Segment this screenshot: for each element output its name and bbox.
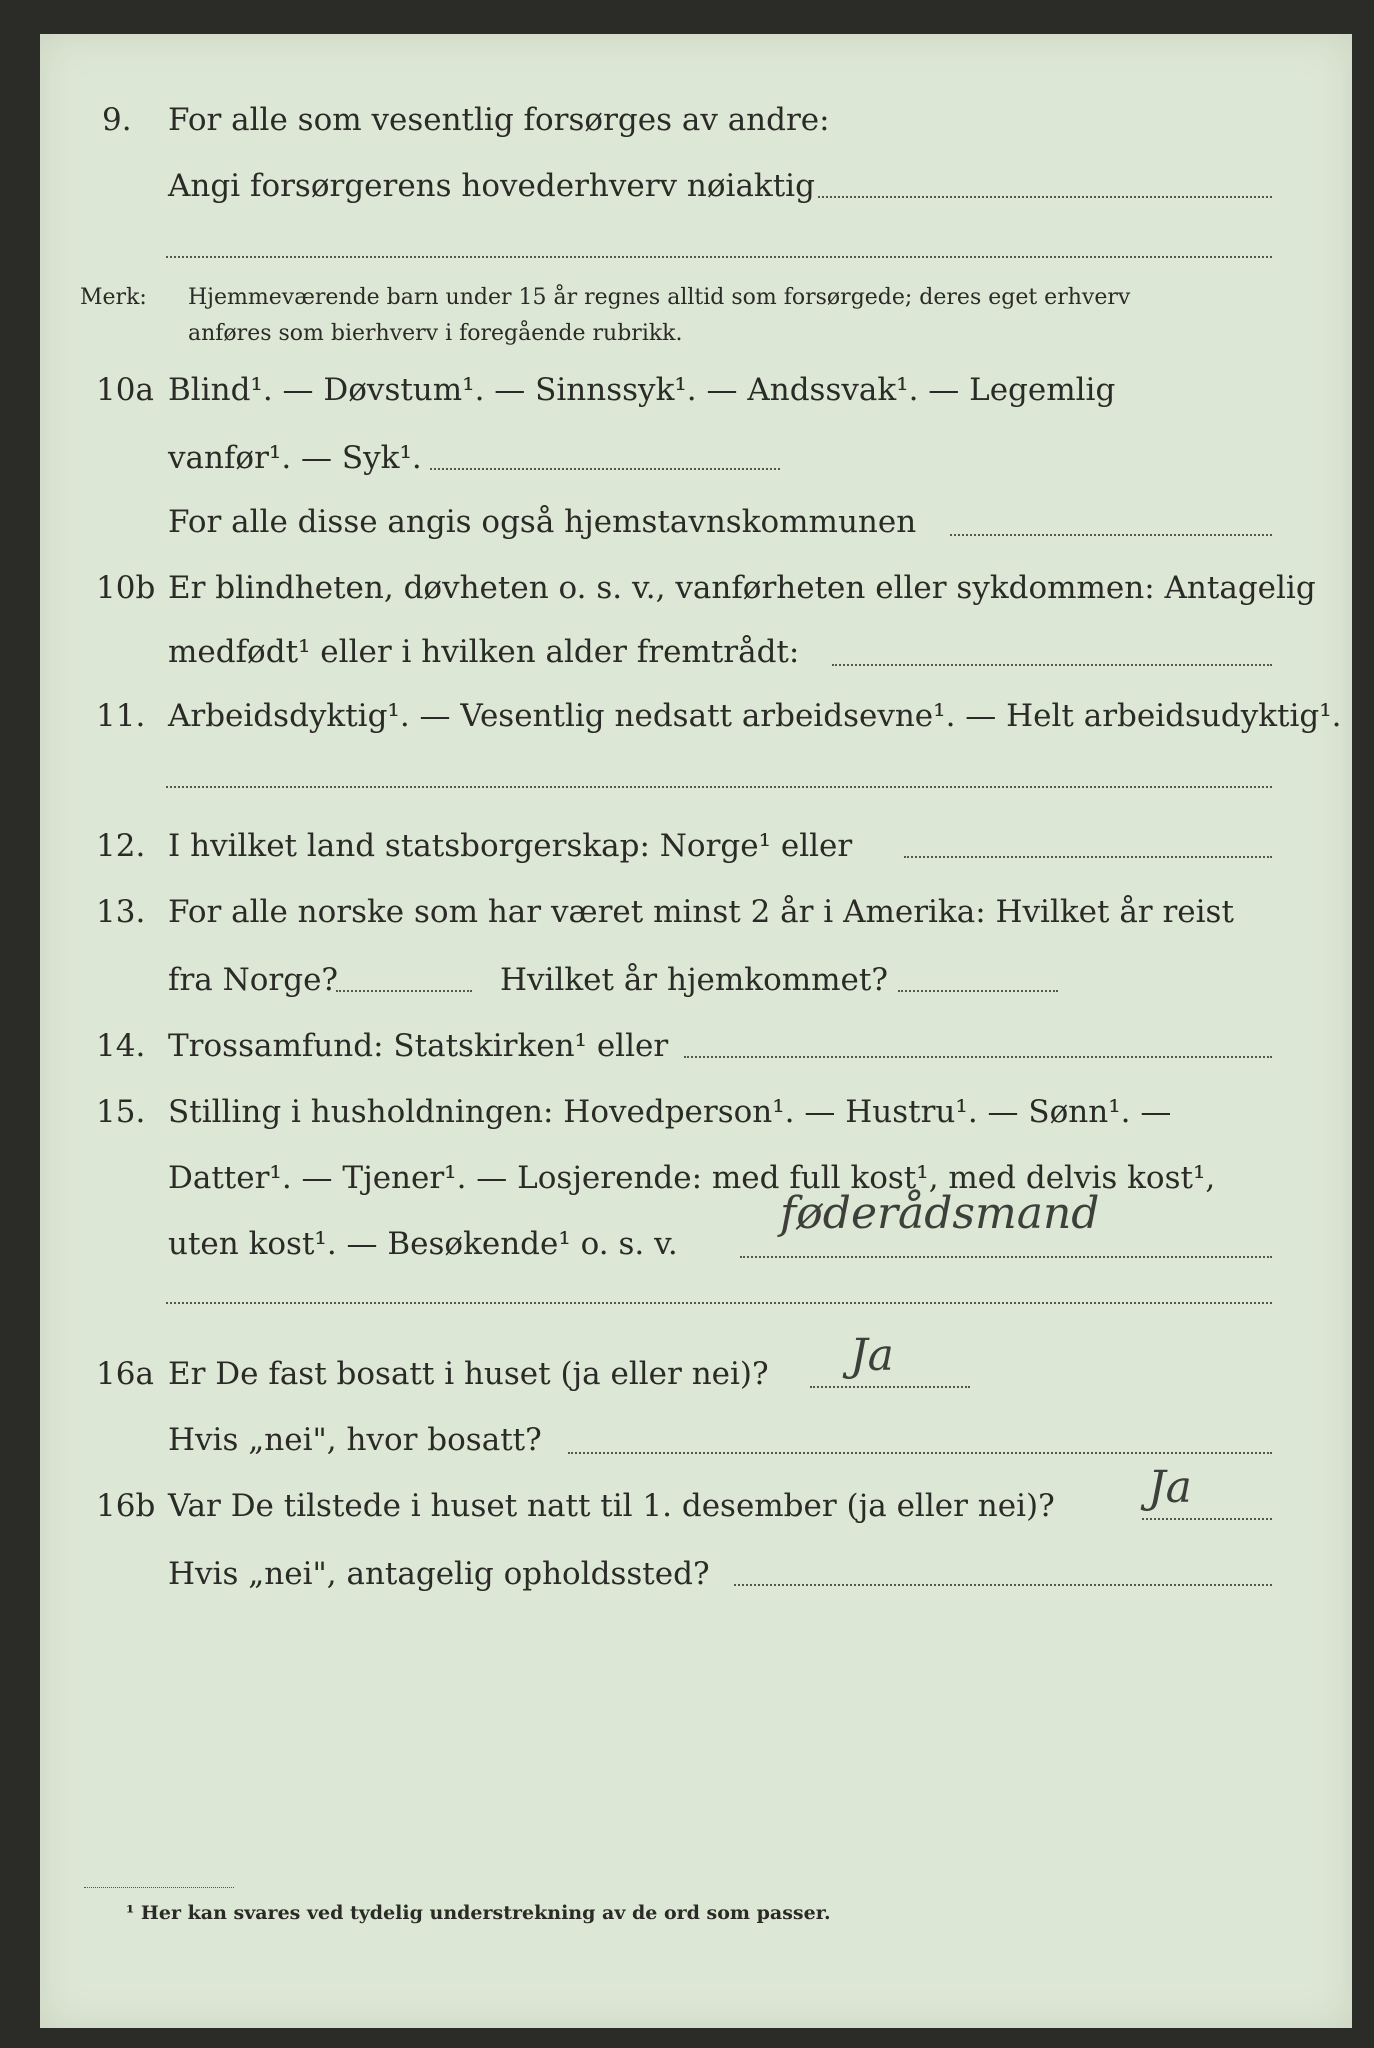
question-text: vanfør¹. — Syk¹. — [168, 440, 422, 476]
question-text: Hvilket år hjemkommet? — [500, 962, 888, 998]
question-text: medfødt¹ eller i hvilken alder fremtrådt: — [168, 634, 800, 670]
question-number: 12. — [96, 828, 146, 864]
question-number: 9. — [102, 102, 132, 138]
answer-line — [166, 256, 1272, 258]
question-number: 10a — [96, 372, 154, 408]
question-text: Var De tilstede i huset natt til 1. desember (ja eller nei)? — [168, 1488, 1055, 1524]
question-text: Trossamfund: Statskirken¹ eller — [168, 1028, 669, 1064]
census-form-page — [40, 34, 1352, 2028]
question-number: 16b — [96, 1488, 156, 1524]
answer-line — [734, 1584, 1272, 1586]
question-number: 15. — [96, 1094, 146, 1130]
question-text: Stilling i husholdningen: Hovedperson¹. — Hustru¹. — Sønn¹. — — [168, 1094, 1172, 1130]
question-number: 10b — [96, 570, 156, 606]
question-text: Datter¹. — Tjener¹. — Losjerende: med full kost¹, med delvis kost¹, — [168, 1160, 1216, 1196]
question-text: Angi forsørgerens hovederhverv nøiaktig — [168, 168, 815, 204]
answer-line — [684, 1056, 1272, 1058]
answer-line — [166, 1302, 1272, 1304]
question-number: 11. — [96, 698, 146, 734]
handwritten-answer: Ja — [1148, 1462, 1192, 1513]
answer-line — [336, 990, 472, 992]
question-text: I hvilket land statsborgerskap: Norge¹ eller — [168, 828, 853, 864]
question-text: For alle norske som har været minst 2 år i Amerika: Hvilket år reist — [168, 894, 1234, 930]
question-text: Arbeidsdyktig¹. — Vesentlig nedsatt arbeidsevne¹. — Helt arbeidsudyktig¹. — [168, 698, 1342, 734]
question-text: fra Norge? — [168, 962, 339, 998]
answer-line — [810, 1386, 970, 1388]
question-number: 14. — [96, 1028, 146, 1064]
question-text: For alle som vesentlig forsørges av andre: — [168, 102, 830, 138]
answer-line — [950, 534, 1272, 536]
question-text: uten kost¹. — Besøkende¹ o. s. v. — [168, 1226, 678, 1262]
question-text: Er De fast bosatt i huset (ja eller nei)? — [168, 1356, 769, 1392]
question-text: Hvis „nei", hvor bosatt? — [168, 1422, 542, 1458]
question-number: 13. — [96, 894, 146, 930]
answer-line — [832, 664, 1272, 666]
note-label: Merk: — [80, 285, 147, 310]
note-text: Hjemmeværende barn under 15 år regnes alltid som forsørgede; deres eget erhverv — [188, 285, 1131, 310]
question-number: 16a — [96, 1356, 154, 1392]
handwritten-answer: føderådsmand — [780, 1188, 1100, 1239]
question-text: Er blindheten, døvheten o. s. v., vanførheten eller sykdommen: Antagelig — [168, 570, 1316, 606]
handwritten-answer: Ja — [850, 1330, 894, 1381]
question-text: For alle disse angis også hjemstavnskommunen — [168, 504, 917, 540]
answer-line — [740, 1256, 1272, 1258]
note-text: anføres som bierhverv i foregående rubrikk. — [188, 321, 683, 346]
answer-line — [904, 856, 1272, 858]
question-text: Blind¹. — Døvstum¹. — Sinnssyk¹. — Andssvak¹. — Legemlig — [168, 372, 1116, 408]
answer-line — [818, 196, 1272, 198]
answer-line — [568, 1452, 1272, 1454]
answer-line — [166, 786, 1272, 788]
question-text: Hvis „nei", antagelig opholdssted? — [168, 1556, 710, 1592]
footnote: ¹ Her kan svares ved tydelig understrekning av de ord som passer. — [126, 1902, 831, 1924]
answer-line — [430, 468, 780, 470]
answer-line — [898, 990, 1058, 992]
answer-line — [1142, 1518, 1272, 1520]
footnote-rule — [84, 1887, 234, 1888]
